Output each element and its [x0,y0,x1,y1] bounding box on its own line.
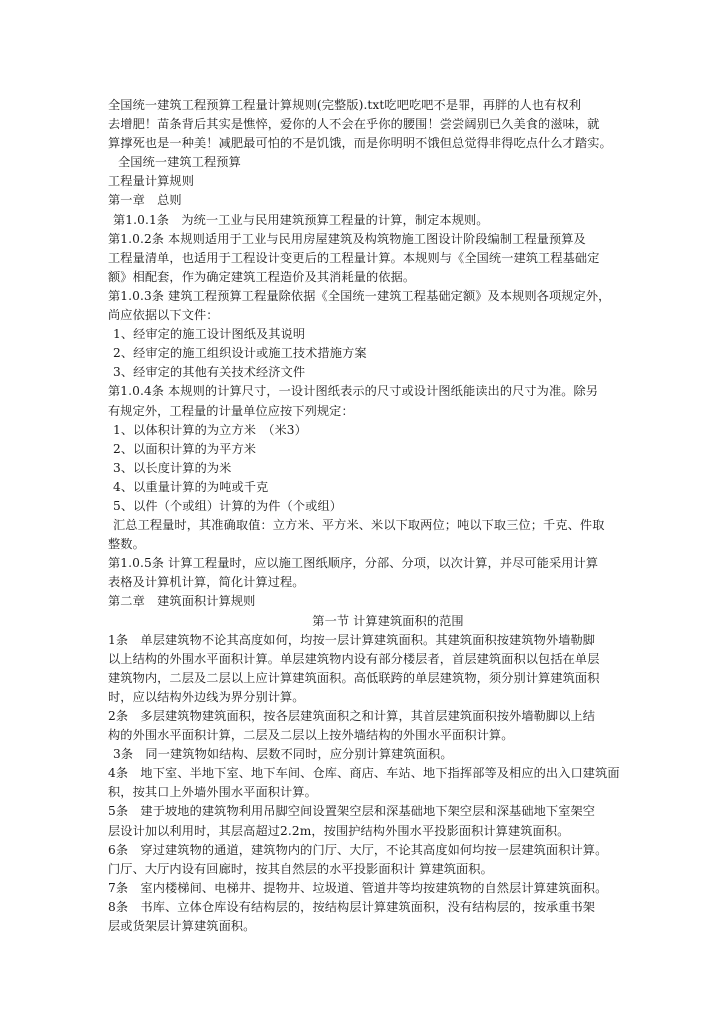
clause-line: 3条 同一建筑物如结构、层数不同时，应分别计算建筑面积。 [113,747,453,762]
text-line: 有规定外，工程量的计量单位应按下列规定： [108,403,354,418]
clause-line: 5条 建于坡地的建筑物利用吊脚空间设置架空层和深基础地下架空层和深基础地下室架空 [108,804,596,819]
text-line: 额》相配套，作为确定建筑工程造价及其消耗量的依据。 [108,269,416,284]
list-item: 1、经审定的施工设计图纸及其说明 [113,327,306,342]
text-line: 层设计加以利用时，其层高超过2.2m，按围护结构外围水平投影面积计算建筑面积。 [108,823,570,838]
article-line: 第1.0.1条 为统一工业与民用建筑预算工程量的计算，制定本规则。 [113,212,489,227]
text-line: 尚应依据以下文件： [108,308,219,323]
text-line: 整数。 [108,537,145,552]
clause-line: 8条 书库、立体仓库设有结构层的，按结构层计算建筑面积，没有结构层的，按承重书架 [108,899,596,914]
document-body [108,96,628,936]
article-line: 第1.0.4条 本规则的计算尺寸，一设计图纸表示的尺寸或设计图纸能读出的尺寸为准。除另 [108,384,599,399]
text-line: 积，按其口上外墙外围水平面积计算。 [108,785,317,800]
document-title: 全国统一建筑工程预算 [118,155,241,170]
list-item: 4、以重量计算的为吨或千克 [113,479,269,494]
clause-line: 1条 单层建筑物不论其高度如何，均按一层计算建筑面积。其建筑面积按建筑物外墙勒脚 [108,632,596,647]
list-item: 1、以体积计算的为立方米 （米3） [113,422,307,437]
text-line: 全国统一建筑工程预算工程量计算规则(完整版).txt吃吧吃吧不是罪，再胖的人也有权利 [108,98,582,112]
list-item: 2、以面积计算的为平方米 [113,441,257,456]
text-line: 以上结构的外围水平面积计算。单层建筑物内设有部分楼层者，首层建筑面积以包括在单层 [108,651,600,666]
text-line: 去增肥！苗条背后其实是憔悴，爱你的人不会在乎你的腰围！尝尝阔别已久美食的滋味，就 [108,117,600,132]
document-subtitle: 工程量计算规则 [108,174,195,189]
list-item: 3、以长度计算的为米 [113,460,232,475]
clause-line: 7条 室内楼梯间、电梯井、提物井、垃圾道、管道井等均按建筑物的自然层计算建筑面积。 [108,880,608,895]
list-item: 5、以件（个或组）计算的为件（个或组） [113,498,343,513]
text-line: 门厅、大厅内设有回廊时，按其自然层的水平投影面积计 算建筑面积。 [108,861,493,876]
list-item: 3、经审定的其他有关技术经济文件 [113,365,306,380]
text-line: 层或货架层计算建筑面积。 [108,919,256,934]
section-heading: 第一节 计算建筑面积的范围 [312,613,464,628]
text-line: 构的外围水平面积计算，二层及二层以上按外墙结构的外围水平面积计算。 [108,728,514,743]
text-line: 建筑物内，二层及二层以上应计算建筑面积。高低联跨的单层建筑物，须分别计算建筑面积 [108,670,600,685]
list-item: 2、经审定的施工组织设计或施工技术措施方案 [113,346,367,361]
text-line: 工程量清单，也适用于工程设计变更后的工程量计算。本规则与《全国统一建筑工程基础定 [108,250,600,265]
article-line: 第1.0.2条 本规则适用于工业与民用房屋建筑及构筑物施工图设计阶段编制工程量预算及 [108,231,586,246]
text-line: 算撑死也是一种美！减肥最可怕的不是饥饿，而是你明明不饿但总觉得非得吃点什么才踏实。 [108,136,612,151]
text-line: 时，应以结构外边线为界分别计算。 [108,689,305,704]
article-line: 第1.0.3条 建筑工程预算工程量除依据《全国统一建筑工程基础定额》及本规则各项规定外， [108,288,611,303]
chapter-heading: 第二章 建筑面积计算规则 [108,594,256,609]
clause-line: 2条 多层建筑物建筑面积，按各层建筑面积之和计算，其首层建筑面积按外墙勒脚以上结 [108,709,596,723]
chapter-heading: 第一章 总则 [108,193,182,208]
clause-line: 6条 穿过建筑物的通道，建筑物内的门厅、大厅，不论其高度如何均按一层建筑面积计算。 [108,842,608,857]
text-line: 汇总工程量时，其准确取值：立方米、平方米、米以下取两位；吨以下取三位；千克、件取 [113,518,605,533]
article-line: 第1.0.5条 计算工程量时，应以施工图纸顺序，分部、分项，以次计算，并尽可能采用计算 [108,556,599,571]
clause-line: 4条 地下室、半地下室、地下车间、仓库、商店、车站、地下指挥部等及相应的出入口建筑面 [108,766,620,781]
text-line: 表格及计算机计算，简化计算过程。 [108,575,305,590]
